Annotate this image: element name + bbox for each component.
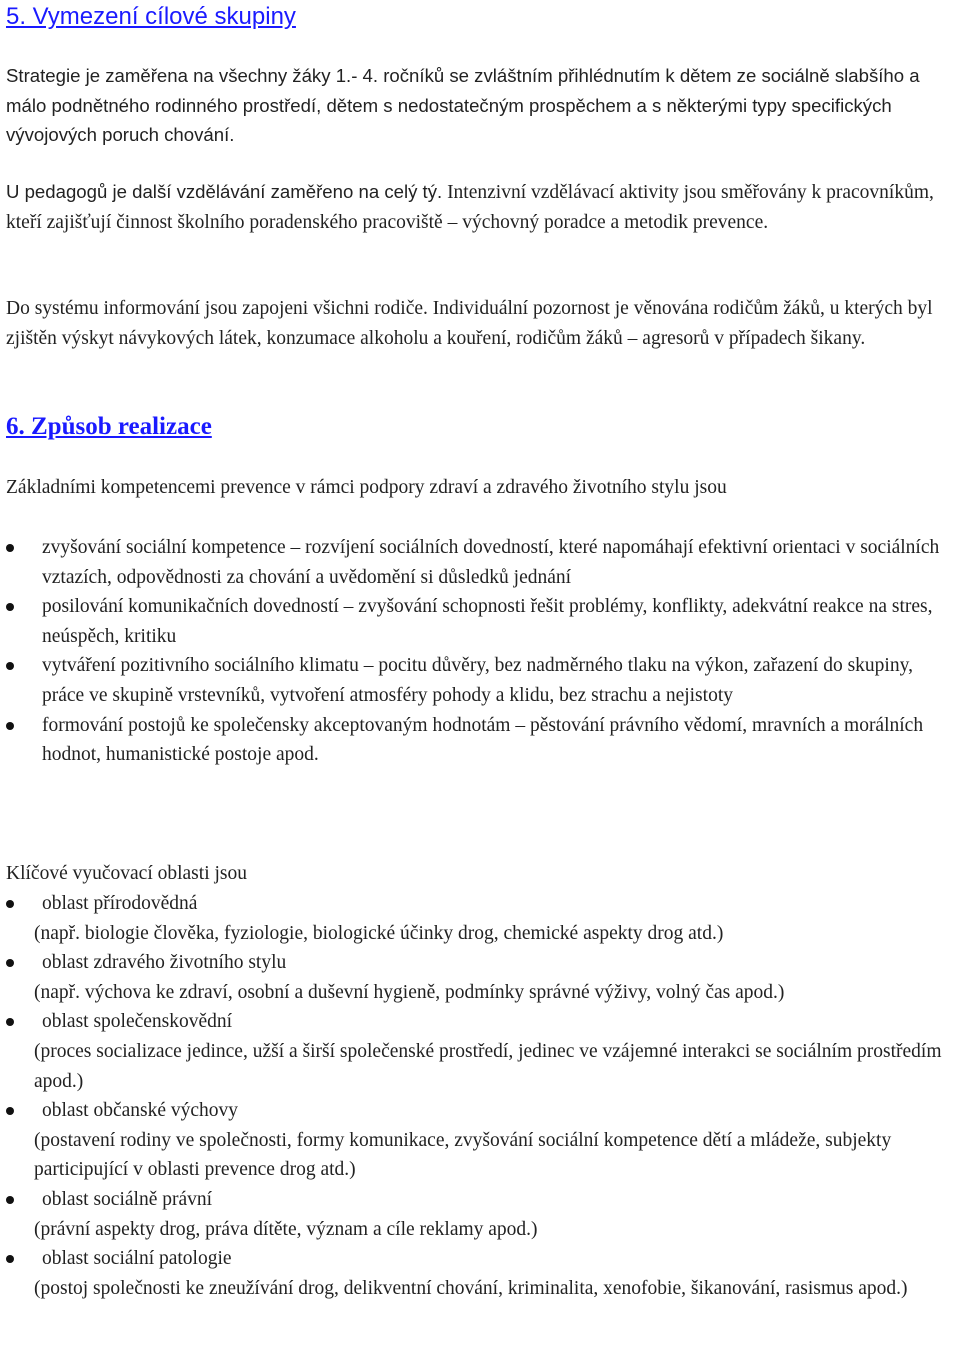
- bullet-icon: [6, 544, 14, 552]
- list-item: [6, 651, 956, 710]
- target-group-paragraph: Strategie je zaměřena na všechny žáky 1.- 4. ročníků se zvláštním přihlédnutím k dětem ze sociálně slabšího a málo podnětného rodinného prostředí, dětem s nedostatečným prospěchem a s některými typy specifických vývojových poruch chování.: [6, 65, 920, 146]
- areas-list: [6, 889, 956, 1303]
- bullet-icon: [6, 900, 14, 908]
- area-description: (např. výchova ke zdraví, osobní a duševní hygieně, podmínky správné výživy, volný čas apod.): [34, 981, 785, 1003]
- competence-text: vytváření pozitivního sociálního klimatu – pocitu důvěry, bez nadměrného tlaku na výkon, zařazení do skupiny, práce ve skupině vrstevníků, vytvoření atmosféry pohody a klidu, bez strachu a nejistoty: [42, 655, 913, 706]
- list-item: [6, 1007, 956, 1096]
- section-6-heading: 6. Způsob realizace: [6, 413, 212, 440]
- competence-text: posilování komunikačních dovedností – zvyšování schopnosti řešit problémy, konflikty, adekvátní reakce na stres, neúspěch, kritiku: [42, 596, 933, 647]
- list-item: [6, 1185, 956, 1244]
- competence-text: zvyšování sociální kompetence – rozvíjení sociálních dovedností, které napomáhají efektivní orientaci v sociálních vztazích, odpovědnosti za chování a uvědomění si důsledků jednání: [42, 537, 940, 588]
- parents-continuation: Individuální pozornost je věnována rodičům žáků, u kterých byl zjištěn výskyt návykových látek, konzumace alkoholu a kouření, rodičům žáků – agresorů v případech šikany.: [6, 298, 933, 349]
- area-name: oblast sociálně právní: [42, 1188, 213, 1210]
- bullet-icon: [6, 722, 14, 730]
- teachers-continuation: Intenzivní vzdělávací aktivity jsou směřovány k pracovníkům, kteří zajišťují činnost školního poradenského pracoviště – výchovný poradce a metodik prevence.: [6, 182, 934, 233]
- area-name: oblast sociální patologie: [42, 1248, 232, 1270]
- competences-list: [6, 533, 956, 770]
- list-item: [6, 592, 956, 651]
- area-description: (např. biologie člověka, fyziologie, biologické účinky drog, chemické aspekty drog atd.): [34, 922, 724, 944]
- bullet-icon: [6, 1255, 14, 1263]
- area-name: oblast zdravého životního stylu: [42, 952, 287, 974]
- list-item: [6, 1096, 956, 1185]
- teachers-sentence: U pedagogů je další vzdělávání zaměřeno na celý tý.: [6, 181, 443, 202]
- list-item: [6, 533, 956, 592]
- competences-intro: Základními kompetencemi prevence v rámci podpory zdraví a zdravého životního stylu jsou: [6, 477, 727, 498]
- bullet-icon: [6, 1107, 14, 1115]
- parents-sentence: Do systému informování jsou zapojeni všichni rodiče.: [6, 298, 428, 319]
- parents-paragraph: [6, 294, 956, 353]
- bullet-icon: [6, 1196, 14, 1204]
- list-item: [6, 1244, 956, 1303]
- area-name: oblast přírodovědná: [42, 893, 198, 914]
- bullet-icon: [6, 603, 14, 611]
- section-5-heading: 5. Vymezení cílové skupiny: [6, 3, 296, 30]
- bullet-icon: [6, 959, 14, 967]
- competence-text: formování postojů ke společensky akceptovaným hodnotám – pěstování právního vědomí, mravních a morálních hodnot, humanistické postoje apod.: [42, 714, 924, 766]
- area-name: oblast společenskovědní: [42, 1011, 233, 1033]
- list-item: [6, 948, 956, 1007]
- area-description: (postavení rodiny ve společnosti, formy komunikace, zvyšování sociální kompetence dětí a mládeže, subjekty participující v oblasti prevence drog atd.): [34, 1129, 892, 1181]
- bullet-icon: [6, 662, 14, 670]
- teachers-paragraph: [6, 177, 956, 237]
- area-description: (právní aspekty drog, práva dítěte, význam a cíle reklamy apod.): [34, 1218, 538, 1240]
- list-item: [6, 711, 956, 770]
- area-description: (proces socializace jedince, užší a širší společenské prostředí, jedinec ve vzájemné interakci se sociálním prostředím apod.): [34, 1040, 942, 1092]
- bullet-icon: [6, 1018, 14, 1026]
- list-item: [6, 889, 956, 948]
- areas-title: Klíčové vyučovací oblasti jsou: [6, 863, 247, 884]
- area-name: oblast občanské výchovy: [42, 1100, 239, 1122]
- area-description: (postoj společnosti ke zneužívání drog, delikventní chování, kriminalita, xenofobie, šikanování, rasismus apod.): [34, 1277, 908, 1299]
